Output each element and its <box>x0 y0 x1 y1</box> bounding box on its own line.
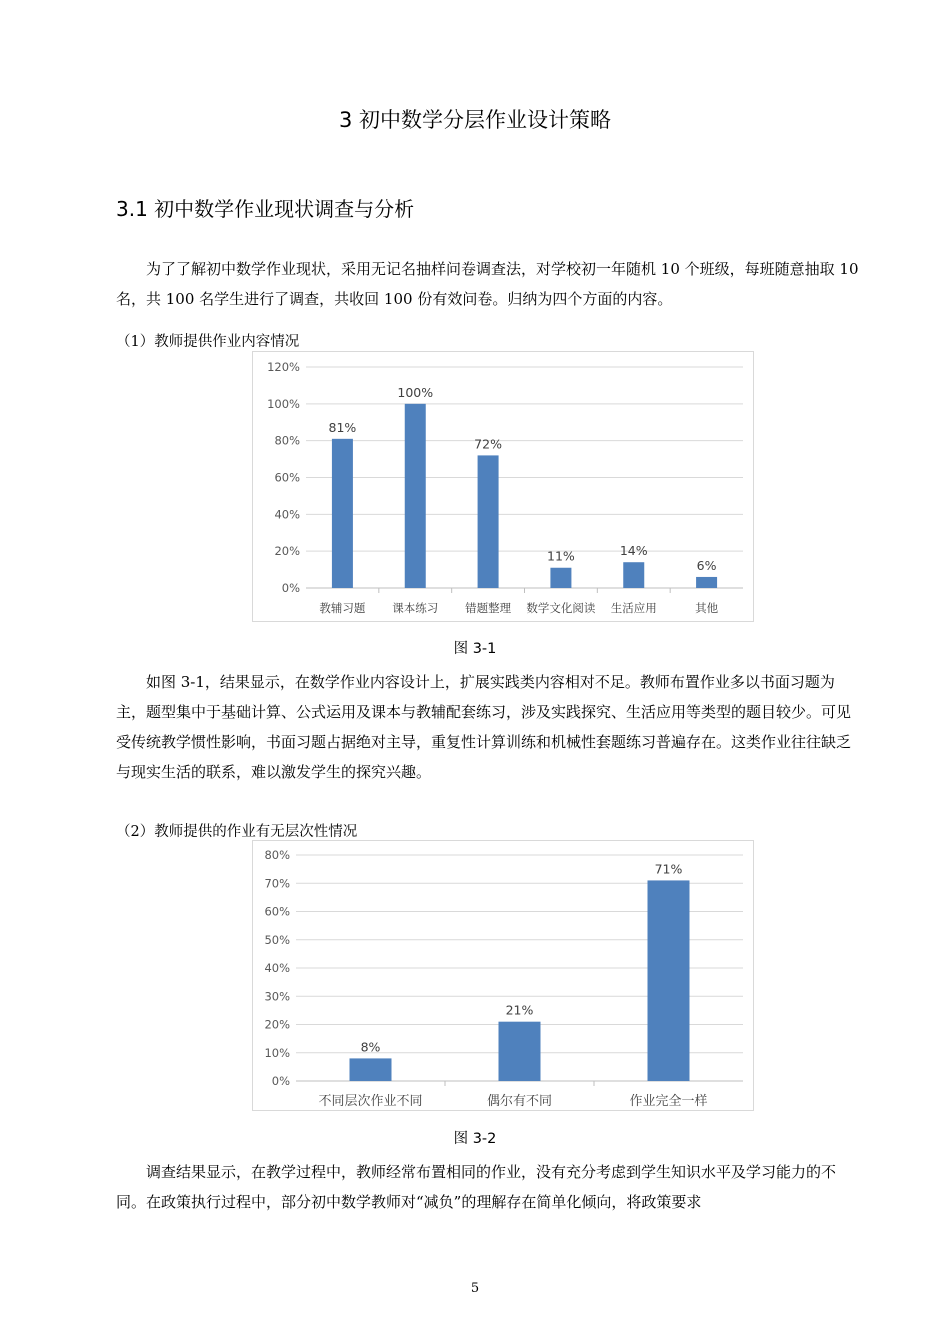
figure-1-caption: 图 3-1 <box>453 641 497 657</box>
chart-1 <box>253 352 753 621</box>
y-tick-label: 50% <box>264 932 290 947</box>
data-label: 14% <box>619 543 648 559</box>
bar <box>478 455 499 588</box>
section-title: 3.1 初中数学作业现状调查与分析 <box>116 197 415 221</box>
data-label: 8% <box>360 1039 381 1055</box>
y-tick-label: 20% <box>264 1017 290 1032</box>
category-label: 教辅习题 <box>319 601 366 615</box>
chart-2 <box>253 841 753 1110</box>
y-tick-label: 40% <box>274 507 300 522</box>
bar <box>350 1058 392 1081</box>
chapter-title: 3 初中数学分层作业设计策略 <box>338 108 612 132</box>
bar <box>405 404 426 588</box>
data-label: 11% <box>547 548 575 564</box>
category-label: 生活应用 <box>610 601 657 615</box>
y-tick-label: 10% <box>264 1045 290 1060</box>
bar <box>499 1022 541 1081</box>
y-tick-label: 60% <box>274 470 300 485</box>
data-label: 72% <box>474 436 502 452</box>
bar <box>332 439 353 588</box>
category-label: 错题整理 <box>465 601 512 615</box>
bar <box>623 562 644 588</box>
bar <box>696 577 717 588</box>
y-tick-label: 100% <box>267 396 300 411</box>
bar <box>550 568 571 588</box>
chart-2-box <box>252 840 754 1111</box>
category-label: 其他 <box>695 601 719 615</box>
item2-label: （2）教师提供的作业有无层次性情况 <box>116 824 358 840</box>
y-tick-label: 70% <box>264 876 290 891</box>
data-label: 81% <box>328 419 357 435</box>
y-tick-label: 0% <box>271 1074 290 1088</box>
data-label: 71% <box>654 861 683 877</box>
y-tick-label: 40% <box>264 961 290 975</box>
category-label: 数学文化阅读 <box>526 601 596 615</box>
intro-paragraph: 为了了解初中数学作业现状，采用无记名抽样问卷调查法，对学校初一年随机 10 个班级，每班随意抽取 10 名，共 100 名学生进行了调查，共收回 100 份有效问卷。归纳为四个方面的内容。 <box>116 260 859 308</box>
y-tick-label: 60% <box>264 904 290 919</box>
bar <box>648 880 690 1081</box>
figure-2-caption: 图 3-2 <box>453 1131 497 1147</box>
y-tick-label: 120% <box>267 360 300 374</box>
item1-label: （1）教师提供作业内容情况 <box>116 334 300 350</box>
y-tick-label: 80% <box>274 433 300 448</box>
data-label: 21% <box>505 1002 534 1018</box>
category-label: 课本练习 <box>392 601 439 615</box>
chart-1-box <box>252 351 754 622</box>
category-label: 不同层次作业不同 <box>318 1094 423 1109</box>
analysis-paragraph: 如图 3-1，结果显示，在数学作业内容设计上，扩展实践类内容相对不足。教师布置作业多以书面习题为主，题型集中于基础计算、公式运用及课本与教辅配套练习，涉及实践探究、生活应用等类型的题目较少。可见受传统教学惯性影响，书面习题占据绝对主导，重复性计算训练和机械性套题练习普遍存在。这类作业往往缺乏与现实生活的联系，难以激发学生的探究兴趣。 <box>116 673 852 781</box>
y-tick-label: 0% <box>281 581 300 595</box>
y-tick-label: 80% <box>264 848 290 862</box>
category-label: 偶尔有不同 <box>486 1094 553 1109</box>
y-tick-label: 30% <box>264 989 290 1004</box>
data-label: 100% <box>397 384 434 400</box>
category-label: 作业完全一样 <box>629 1094 708 1109</box>
page-number: 5 <box>470 1281 480 1296</box>
data-label: 6% <box>696 557 717 573</box>
closing-paragraph: 调查结果显示，在教学过程中，教师经常布置相同的作业，没有充分考虑到学生知识水平及学习能力的不同。在政策执行过程中，部分初中数学教师对“减负”的理解存在简单化倾向，将政策要求 <box>116 1163 837 1211</box>
y-tick-label: 20% <box>274 544 300 559</box>
